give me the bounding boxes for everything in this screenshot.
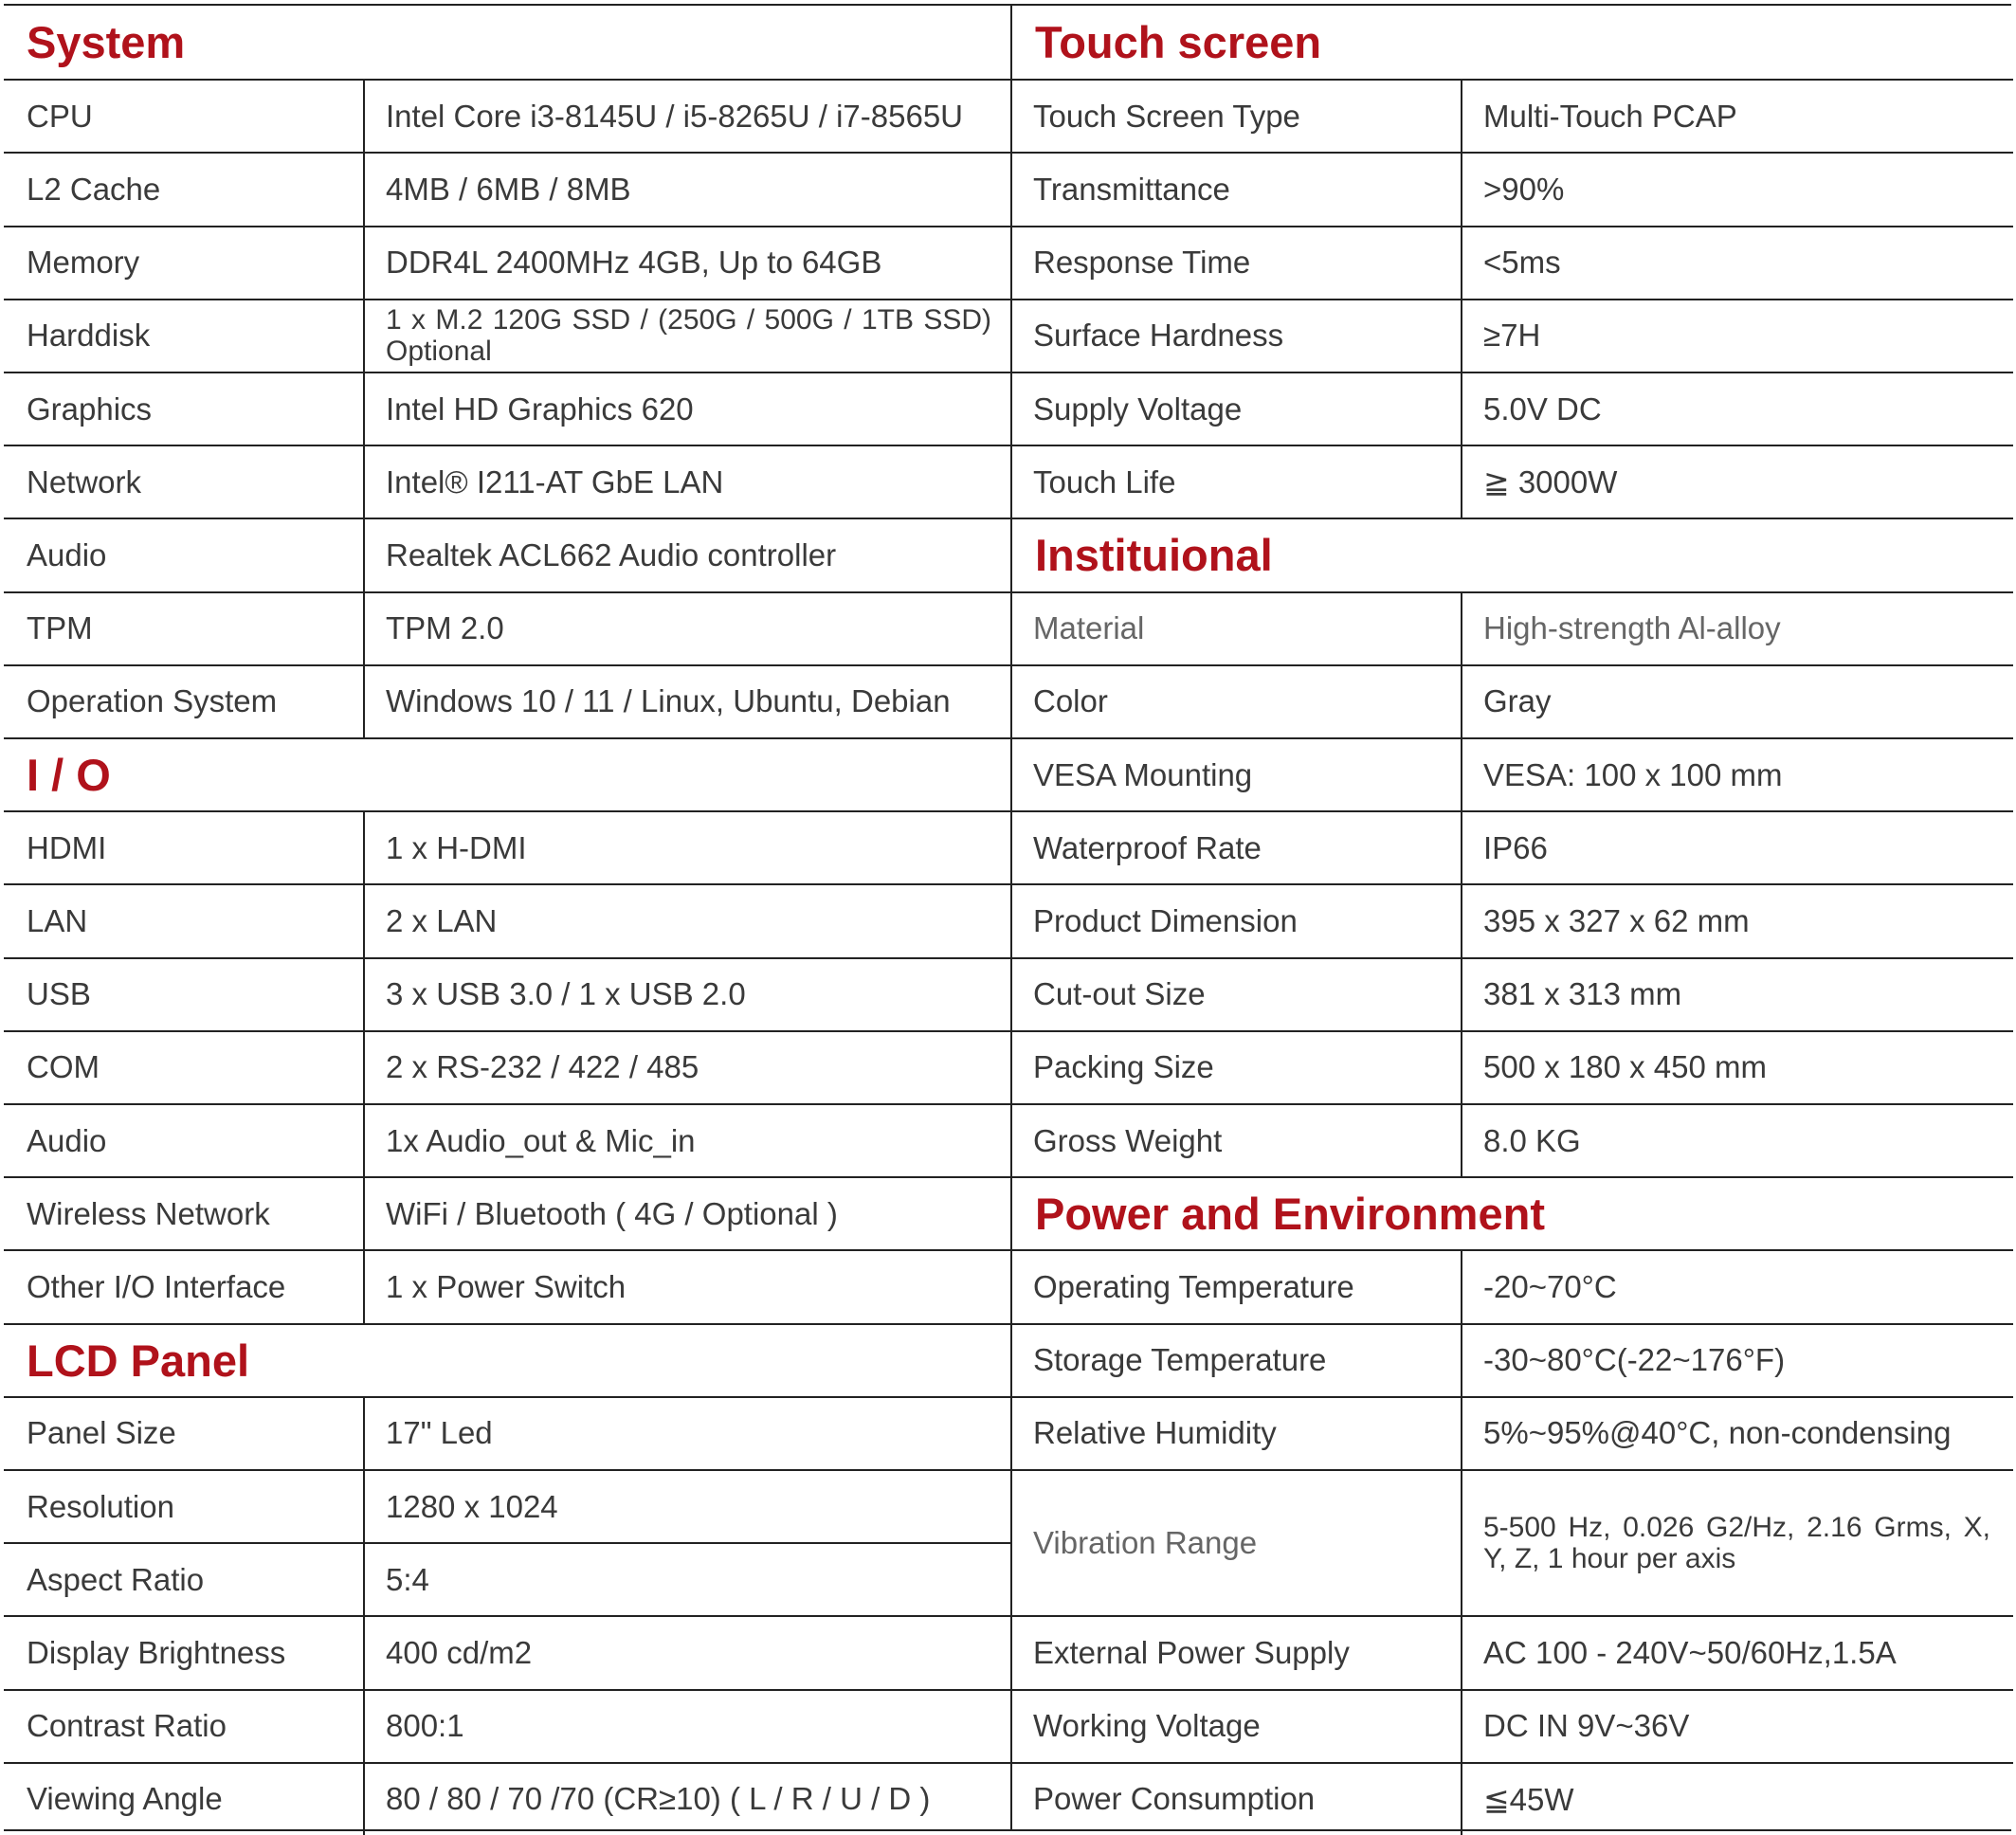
spec-value: 400 cd/m2 xyxy=(386,1634,533,1670)
spec-row xyxy=(4,1762,1010,1835)
spec-label: Surface Hardness xyxy=(1012,300,1462,372)
spec-row xyxy=(4,1249,1010,1322)
spec-value: 395 x 327 x 62 mm xyxy=(1483,902,1750,938)
spec-label: L2 Cache xyxy=(4,154,365,225)
spec-row xyxy=(4,883,1010,956)
spec-value: 1 x H-DMI xyxy=(386,829,527,865)
spec-row xyxy=(4,1030,1010,1103)
spec-label: Relative Humidity xyxy=(1012,1398,1462,1469)
spec-label: Audio xyxy=(4,519,365,590)
spec-value: 1 x M.2 120G SSD / (250G / 500G / 1TB SSD) Optional xyxy=(386,304,991,368)
spec-row xyxy=(1012,1469,2013,1615)
spec-value: 5-500 Hz, 0.026 G2/Hz, 2.16 Grms, X, Y, Z, 1 hour per axis xyxy=(1483,1512,1990,1575)
spec-row xyxy=(4,1396,1010,1469)
spec-label: Storage Temperature xyxy=(1012,1325,1462,1396)
section-heading-system xyxy=(4,6,1010,79)
spec-row xyxy=(1012,1030,2013,1103)
spec-row xyxy=(1012,737,2013,810)
spec-value: 2 x RS-232 / 422 / 485 xyxy=(386,1049,699,1085)
spec-label: Operation System xyxy=(4,666,365,737)
spec-row xyxy=(1012,810,2013,883)
spec-value: High-strength Al-alloy xyxy=(1483,610,1781,646)
spec-value: 80 / 80 / 70 /70 (CR≥10) ( L / R / U / D ) xyxy=(386,1781,931,1817)
spec-value: 1280 x 1024 xyxy=(386,1488,558,1524)
spec-value: 5%~95%@40°C, non-condensing xyxy=(1483,1415,1952,1451)
spec-row xyxy=(4,79,1010,152)
spec-value: Gray xyxy=(1483,683,1552,719)
spec-row xyxy=(1012,1103,2013,1176)
spec-label: Memory xyxy=(4,227,365,299)
spec-label: Wireless Network xyxy=(4,1178,365,1249)
heading-text: Touch screen xyxy=(1035,17,1322,68)
spec-row xyxy=(4,810,1010,883)
spec-label: Contrast Ratio xyxy=(4,1691,365,1762)
spec-row xyxy=(4,1103,1010,1176)
spec-label: Harddisk xyxy=(4,300,365,372)
spec-row xyxy=(4,1469,1010,1542)
spec-label: Viewing Angle xyxy=(4,1764,365,1835)
spec-row xyxy=(1012,1249,2013,1322)
spec-value: 4MB / 6MB / 8MB xyxy=(386,171,631,207)
spec-value: 500 x 180 x 450 mm xyxy=(1483,1049,1767,1085)
spec-label: COM xyxy=(4,1032,365,1103)
spec-label: Transmittance xyxy=(1012,154,1462,225)
spec-value: 5:4 xyxy=(386,1561,429,1597)
spec-label: Touch Screen Type xyxy=(1012,81,1462,152)
spec-value: Intel HD Graphics 620 xyxy=(386,391,694,427)
spec-label: Product Dimension xyxy=(1012,885,1462,956)
spec-value: VESA: 100 x 100 mm xyxy=(1483,756,1783,792)
spec-row xyxy=(4,299,1010,372)
spec-value: Multi-Touch PCAP xyxy=(1483,98,1737,134)
spec-row xyxy=(4,372,1010,445)
spec-value: WiFi / Bluetooth ( 4G / Optional ) xyxy=(386,1195,838,1231)
spec-row xyxy=(4,1176,1010,1249)
spec-row xyxy=(1012,152,2013,225)
spec-value: 381 x 313 mm xyxy=(1483,976,1682,1012)
spec-label: Graphics xyxy=(4,373,365,445)
spec-value: Intel® I211-AT GbE LAN xyxy=(386,463,724,500)
spec-value: 3 x USB 3.0 / 1 x USB 2.0 xyxy=(386,976,746,1012)
spec-row xyxy=(1012,299,2013,372)
spec-label: Vibration Range xyxy=(1012,1471,1462,1615)
spec-value: AC 100 - 240V~50/60Hz,1.5A xyxy=(1483,1634,1897,1670)
spec-label: Other I/O Interface xyxy=(4,1251,365,1322)
spec-value: IP66 xyxy=(1483,829,1548,865)
spec-row xyxy=(4,1615,1010,1688)
spec-label: External Power Supply xyxy=(1012,1617,1462,1688)
spec-label: CPU xyxy=(4,81,365,152)
spec-row xyxy=(1012,1689,2013,1762)
spec-row xyxy=(4,226,1010,299)
heading-text: Power and Environment xyxy=(1035,1189,1545,1240)
spec-value: -30~80°C(-22~176°F) xyxy=(1483,1342,1786,1378)
spec-label: Gross Weight xyxy=(1012,1105,1462,1176)
spec-row xyxy=(4,152,1010,225)
spec-value: >90% xyxy=(1483,171,1565,207)
spec-row xyxy=(1012,1396,2013,1469)
spec-label: HDMI xyxy=(4,812,365,883)
spec-value: ≥7H xyxy=(1483,318,1541,354)
spec-value: <5ms xyxy=(1483,245,1561,281)
spec-value: Realtek ACL662 Audio controller xyxy=(386,536,837,572)
spec-row xyxy=(1012,664,2013,737)
spec-value: 2 x LAN xyxy=(386,902,498,938)
spec-label: Network xyxy=(4,446,365,518)
spec-row xyxy=(1012,445,2013,518)
spec-label: TPM xyxy=(4,593,365,664)
spec-value: DC IN 9V~36V xyxy=(1483,1708,1690,1744)
spec-value: 800:1 xyxy=(386,1708,464,1744)
spec-label: Working Voltage xyxy=(1012,1691,1462,1762)
spec-value: 1 x Power Switch xyxy=(386,1268,627,1304)
spec-value: ≧ 3000W xyxy=(1483,464,1618,500)
spec-row xyxy=(4,445,1010,518)
heading-text: LCD Panel xyxy=(27,1335,250,1386)
right-column xyxy=(1010,6,2013,1829)
spec-row xyxy=(1012,957,2013,1030)
section-heading-institutional xyxy=(1012,518,2013,590)
spec-label: LAN xyxy=(4,885,365,956)
spec-sheet xyxy=(4,4,2011,1831)
spec-label: Response Time xyxy=(1012,227,1462,299)
spec-label: Panel Size xyxy=(4,1398,365,1469)
spec-label: Audio xyxy=(4,1105,365,1176)
spec-value: 5.0V DC xyxy=(1483,391,1602,427)
spec-label: Cut-out Size xyxy=(1012,959,1462,1030)
spec-row xyxy=(1012,372,2013,445)
spec-value: DDR4L 2400MHz 4GB, Up to 64GB xyxy=(386,245,882,281)
spec-row xyxy=(4,1542,1010,1615)
spec-label: Packing Size xyxy=(1012,1032,1462,1103)
section-heading-touch xyxy=(1012,6,2013,79)
section-heading-power xyxy=(1012,1176,2013,1249)
spec-row xyxy=(1012,591,2013,664)
spec-value: Windows 10 / 11 / Linux, Ubuntu, Debian xyxy=(386,683,951,719)
spec-label: Supply Voltage xyxy=(1012,373,1462,445)
spec-label: Operating Temperature xyxy=(1012,1251,1462,1322)
spec-row xyxy=(1012,79,2013,152)
spec-value: TPM 2.0 xyxy=(386,610,504,646)
section-heading-lcd xyxy=(4,1323,1010,1396)
spec-row xyxy=(1012,226,2013,299)
spec-label: Display Brightness xyxy=(4,1617,365,1688)
spec-value: 1x Audio_out & Mic_in xyxy=(386,1122,696,1158)
spec-label: VESA Mounting xyxy=(1012,739,1462,810)
spec-label: Touch Life xyxy=(1012,446,1462,518)
spec-row xyxy=(4,957,1010,1030)
spec-row xyxy=(1012,1615,2013,1688)
spec-label: Color xyxy=(1012,666,1462,737)
spec-value: Intel Core i3-8145U / i5-8265U / i7-8565U xyxy=(386,98,964,134)
left-column xyxy=(4,6,1010,1829)
heading-text: I / O xyxy=(27,750,111,801)
spec-row xyxy=(4,518,1010,590)
spec-label: Waterproof Rate xyxy=(1012,812,1462,883)
spec-row xyxy=(4,1689,1010,1762)
spec-label: Aspect Ratio xyxy=(4,1544,365,1615)
spec-row xyxy=(4,664,1010,737)
spec-value: 8.0 KG xyxy=(1483,1122,1581,1158)
section-heading-io xyxy=(4,737,1010,810)
spec-row xyxy=(1012,1323,2013,1396)
spec-row xyxy=(4,591,1010,664)
heading-text: Instituional xyxy=(1035,530,1273,581)
spec-value: -20~70°C xyxy=(1483,1268,1617,1304)
spec-value: 17" Led xyxy=(386,1415,493,1451)
spec-value: ≦45W xyxy=(1483,1781,1574,1817)
spec-row xyxy=(1012,1762,2013,1835)
spec-label: USB xyxy=(4,959,365,1030)
spec-row xyxy=(1012,883,2013,956)
spec-label: Power Consumption xyxy=(1012,1764,1462,1835)
spec-label: Material xyxy=(1012,593,1462,664)
heading-text: System xyxy=(27,17,186,68)
spec-label: Resolution xyxy=(4,1471,365,1542)
